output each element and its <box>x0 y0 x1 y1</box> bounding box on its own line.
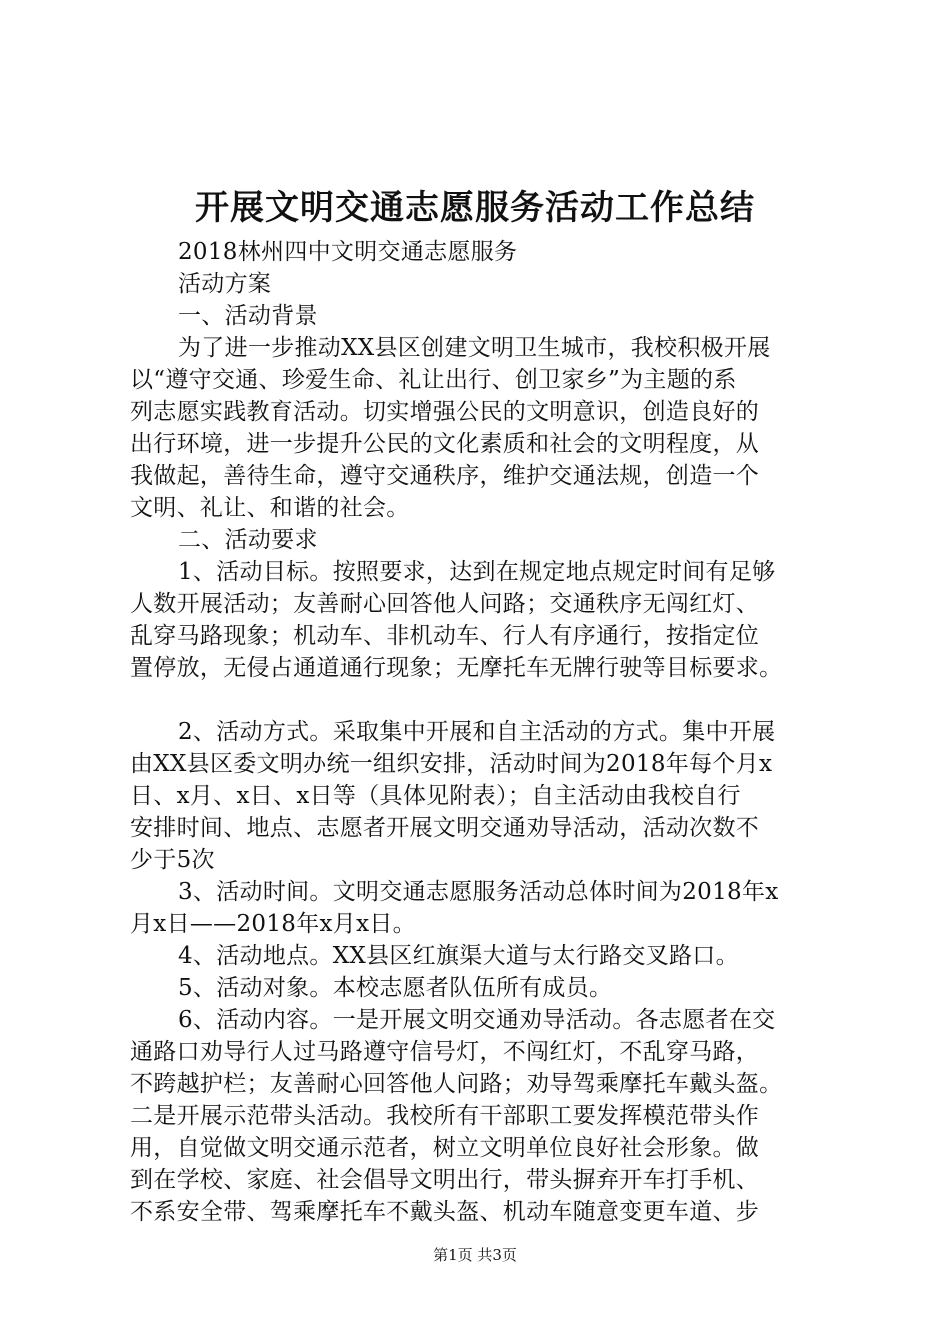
text-line: 不系安全带、驾乘摩托车不戴头盔、机动车随意变更车道、步 <box>130 1199 760 1225</box>
text-line: 6、活动内容。一是开展文明交通劝导活动。各志愿者在交 <box>178 1007 776 1033</box>
text-line: 日、x月、x日、x日等（具体见附表）；自主活动由我校自行 <box>130 783 741 809</box>
text-line: 乱穿马路现象；机动车、非机动车、行人有序通行，按指定位 <box>130 623 760 649</box>
text-line: 安排时间、地点、志愿者开展文明交通劝导活动，活动次数不 <box>130 815 760 841</box>
text-line: 为了进一步推动XX县区创建文明卫生城市，我校积极开展 <box>178 335 771 361</box>
text-line: 少于5次 <box>130 847 215 873</box>
text-line: 人数开展活动；友善耐心回答他人问路；交通秩序无闯红灯、 <box>130 591 760 617</box>
text-line: 以“遵守交通、珍爱生命、礼让出行、创卫家乡”为主题的系 <box>130 367 737 393</box>
text-line: 3、活动时间。文明交通志愿服务活动总体时间为2018年x <box>178 879 779 905</box>
text-line: 2018林州四中文明交通志愿服务 <box>178 239 518 265</box>
text-line: 2、活动方式。采取集中开展和自主活动的方式。集中开展 <box>178 719 776 745</box>
page-number-footer: 第1页 共3页 <box>433 1246 517 1264</box>
section-heading: 一、活动背景 <box>178 303 318 329</box>
text-line: 文明、礼让、和谐的社会。 <box>130 495 410 521</box>
text-line: 用，自觉做文明交通示范者，树立文明单位良好社会形象。做 <box>130 1135 760 1161</box>
text-line: 不跨越护栏；友善耐心回答他人问路；劝导驾乘摩托车戴头盔。 <box>130 1071 783 1097</box>
text-line: 通路口劝导行人过马路遵守信号灯，不闯红灯，不乱穿马路， <box>130 1039 760 1065</box>
text-line: 1、活动目标。按照要求，达到在规定地点规定时间有足够 <box>178 559 776 585</box>
text-line: 活动方案 <box>178 271 272 297</box>
text-line: 4、活动地点。XX县区红旗渠大道与太行路交叉路口。 <box>178 943 739 969</box>
text-line: 出行环境，进一步提升公民的文化素质和社会的文明程度，从 <box>130 431 760 457</box>
text-line: 到在学校、家庭、社会倡导文明出行，带头摒弃开车打手机、 <box>130 1167 760 1193</box>
text-line: 二是开展示范带头活动。我校所有干部职工要发挥模范带头作 <box>130 1103 760 1129</box>
text-line: 5、活动对象。本校志愿者队伍所有成员。 <box>178 975 613 1001</box>
text-line: 置停放，无侵占通道通行现象；无摩托车无牌行驶等目标要求。 <box>130 655 783 681</box>
text-line: 由XX县区委文明办统一组织安排，活动时间为2018年每个月x <box>130 751 773 777</box>
document-title: 开展文明交通志愿服务活动工作总结 <box>195 188 755 228</box>
text-line: 月x日——2018年x月x日。 <box>130 911 416 937</box>
text-line: 列志愿实践教育活动。切实增强公民的文明意识，创造良好的 <box>130 399 760 425</box>
section-heading: 二、活动要求 <box>178 527 318 553</box>
text-line: 我做起，善待生命，遵守交通秩序，维护交通法规，创造一个 <box>130 463 760 489</box>
